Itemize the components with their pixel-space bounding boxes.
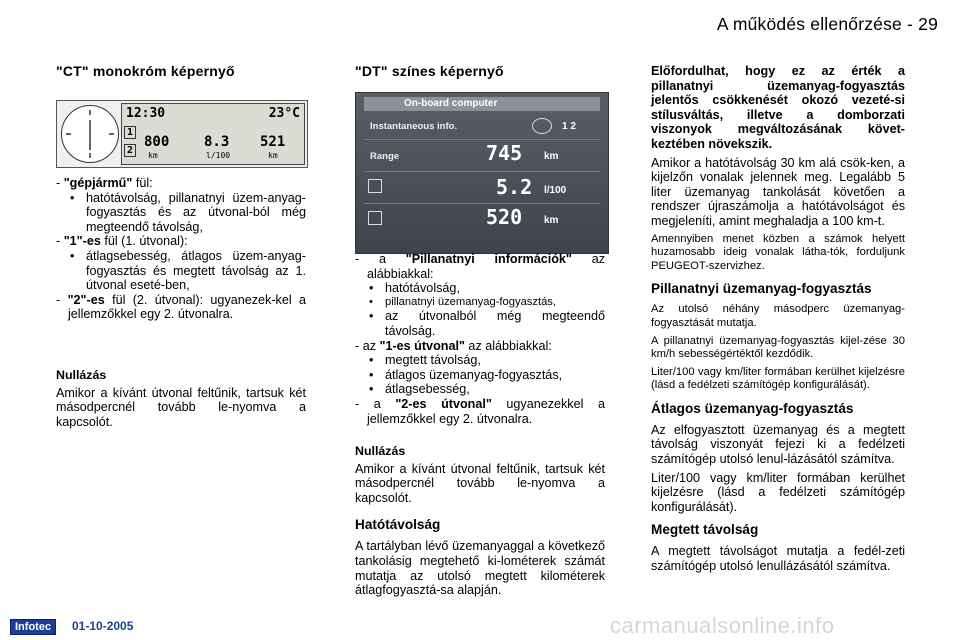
screen-value-1: 800 bbox=[144, 134, 170, 150]
list-item-route1 bbox=[355, 339, 605, 354]
clock-icon bbox=[61, 105, 119, 163]
fuel-gauge-icon bbox=[532, 118, 552, 134]
list-item-instant bbox=[355, 252, 605, 281]
tab2-key: "2"-es bbox=[67, 292, 105, 307]
prefix: - a bbox=[355, 396, 396, 411]
screen-time: 12:30 bbox=[126, 106, 166, 121]
list-bullet: • pillanatnyi üzemanyag-fogyasztás, bbox=[355, 296, 605, 310]
screen-distance-value: 520 bbox=[486, 205, 523, 229]
range-text: A tartályban lévő üzemanyaggal a következő tankolásig megtehető ki-lométerek számát mutatja az utolsó megtett kilométerek átlagfogyasztá-sa alapján. bbox=[355, 539, 605, 598]
column-dt-text bbox=[355, 252, 605, 426]
screen-row-tabs: 1 2 bbox=[562, 121, 576, 132]
list-bullet: • átlagos üzemanyag-fogyasztás, bbox=[355, 368, 605, 383]
list-item-vehicle: - "gépjármű" fül: bbox=[56, 176, 153, 190]
fuel-pump-icon bbox=[368, 179, 382, 193]
screen-unit-3: km bbox=[268, 151, 278, 160]
section-title-ct: "CT" monokróm képernyő bbox=[56, 63, 235, 79]
lcd-display bbox=[121, 103, 305, 165]
paragraph: Liter/100 vagy km/liter formában kerülhet kijelzésre (lásd a fedélzeti számítógép konfigurálását). bbox=[651, 470, 905, 514]
watermark: carmanualsonline.info bbox=[610, 613, 835, 638]
separator bbox=[364, 171, 600, 172]
vehicle-tab-key: "gépjármű" bbox=[63, 176, 133, 190]
paragraph: Az utolsó néhány másodperc üzemanyag-fogyasztását mutatja. bbox=[651, 303, 905, 329]
footer-date: 01-10-2005 bbox=[72, 619, 134, 633]
column-dt-color bbox=[355, 64, 605, 93]
average-consumption-title: Átlagos üzemanyag-fogyasztás bbox=[651, 400, 854, 416]
screen-distance-unit: km bbox=[544, 215, 559, 226]
screen-consumption-value: 5.2 bbox=[496, 175, 533, 199]
screen-row-instant: Instantaneous info. bbox=[370, 121, 458, 132]
color-screen-image bbox=[355, 92, 609, 254]
separator bbox=[364, 139, 600, 140]
page-header: A működés ellenőrzése - 29 bbox=[716, 14, 938, 34]
prefix: - a bbox=[355, 252, 406, 266]
section-title-dt: "DT" színes képernyő bbox=[355, 63, 504, 79]
paragraph: A pillanatnyi üzemanyag-fogyasztás kijel-zése 30 km/h sebességértéktől kezdődik. bbox=[651, 334, 905, 361]
intro-note: Előfordulhat, hogy ez az érték a pillanatnyi üzemanyag-fogyasztás jelentős csökkenését okozó vezeté-si stílusváltás, illetve a domborzati viszonyok megváltozásának követ-keztében növekszik. bbox=[651, 64, 905, 151]
route2-rest: ugyanezekkel a jellemzőkkel egy 2. útvonalra. bbox=[367, 396, 605, 426]
paragraph: A megtett távolságot mutatja a fedél-zeti számítógép utolsó lenullázásától számítva. bbox=[651, 544, 905, 574]
paragraph: Amikor a hatótávolság 30 km alá csök-ken, a kijelzőn vonalak jelennek meg. Legalább 5 liter üzemanyag tankolását követően a rendszer újraszámolja a hatótávolságot és megjeleníti, amint meghaladja a 100 km-t. bbox=[651, 155, 905, 228]
list-bullet: • átlagsebesség, átlagos üzem-anyag-fogyasztás és megtett távolság az 1. útvonal eseté-ben, bbox=[56, 249, 306, 293]
reset-title: Nullázás bbox=[355, 444, 406, 458]
tab1-key: "1"-es bbox=[63, 234, 101, 249]
range-title: Hatótávolság bbox=[355, 517, 441, 533]
instant-rest: az alábbiakkal: bbox=[367, 252, 605, 281]
tab2-rest: fül (2. útvonal): ugyanezek-kel a jellemzőkkel egy 2. útvonalra. bbox=[68, 292, 306, 322]
paragraph: Liter/100 vagy km/liter formában kerülhet kijelzésre (lásd a fedélzeti számítógép konfigurálását). bbox=[651, 365, 905, 392]
list-bullet: • megtett távolság, bbox=[355, 353, 605, 368]
column-ct-monochrome bbox=[56, 64, 306, 93]
paragraph: Amennyiben menet közben a számok helyett huzamosabb ideig vonalak látha-tók, forduljunk PEUGEOT-szervizhez. bbox=[651, 232, 905, 272]
monochrome-screen-image bbox=[56, 100, 308, 168]
screen-tab-1: 1 bbox=[124, 126, 136, 139]
reset-title: Nullázás bbox=[56, 368, 107, 382]
screen-unit-2: l/100 bbox=[206, 151, 231, 160]
vehicle-tab-rest: fül: bbox=[132, 176, 153, 190]
instant-consumption-title: Pillanatnyi üzemanyag-fogyasztás bbox=[651, 281, 872, 297]
screen-consumption-unit: l/100 bbox=[544, 185, 567, 196]
reset-section-ct bbox=[56, 368, 306, 433]
prefix: - az bbox=[355, 338, 380, 353]
list-bullet: • hatótávolság, bbox=[355, 281, 605, 296]
infotec-logo: Infotec bbox=[10, 619, 56, 635]
screen-row-range: Range bbox=[370, 151, 400, 162]
route1-rest: az alábbiakkal: bbox=[464, 338, 552, 353]
screen-range-value: 745 bbox=[486, 141, 523, 165]
list-bullet: • hatótávolság, pillanatnyi üzem-anyag-fogyasztás és az útvonal-ból még megteendő távolság, bbox=[56, 191, 306, 235]
list-item-tab1: - "1"-es fül (1. útvonal): bbox=[56, 234, 188, 249]
screen-header-bar: On-board computer bbox=[364, 97, 600, 111]
route1-key: "1-es útvonal" bbox=[379, 338, 465, 353]
list-item-route2 bbox=[355, 397, 605, 426]
separator bbox=[364, 203, 600, 204]
reset-text: Amikor a kívánt útvonal feltűnik, tartsuk két másodpercnél tovább le-nyomva a kapcsolót. bbox=[355, 461, 605, 505]
column-ct-text bbox=[56, 176, 306, 322]
distance-title: Megtett távolság bbox=[651, 522, 759, 538]
reset-section-dt bbox=[355, 444, 605, 602]
screen-range-unit: km bbox=[544, 151, 559, 162]
tab1-rest: fül (1. útvonal): bbox=[100, 234, 188, 249]
screen-value-2: 8.3 bbox=[204, 134, 230, 150]
screen-unit-1: km bbox=[148, 151, 158, 160]
column-right bbox=[651, 64, 905, 578]
list-item-tab2: - "2"-es fül (2. útvonal): ugyanezek-kel a jellemzőkkel egy 2. útvonalra. bbox=[56, 292, 306, 322]
flag-icon bbox=[368, 211, 382, 225]
list-bullet: • átlagsebesség, bbox=[355, 382, 605, 397]
list-bullet: • az útvonalból még megteendő távolság. bbox=[355, 309, 605, 338]
screen-value-3: 521 bbox=[260, 134, 286, 150]
reset-text: Amikor a kívánt útvonal feltűnik, tartsuk két másodpercnél tovább le-nyomva a kapcsolót. bbox=[56, 385, 306, 429]
paragraph: Az elfogyasztott üzemanyag és a megtett távolság viszonyát fejezi ki a fedélzeti számítógép utolsó lenul-lázásától számítva. bbox=[651, 422, 905, 467]
screen-tab-2: 2 bbox=[124, 144, 136, 157]
screen-temp: 23°C bbox=[268, 106, 300, 121]
route2-key: "2-es útvonal" bbox=[395, 396, 492, 411]
instant-key: "Pillanatnyi információk" bbox=[405, 252, 572, 266]
